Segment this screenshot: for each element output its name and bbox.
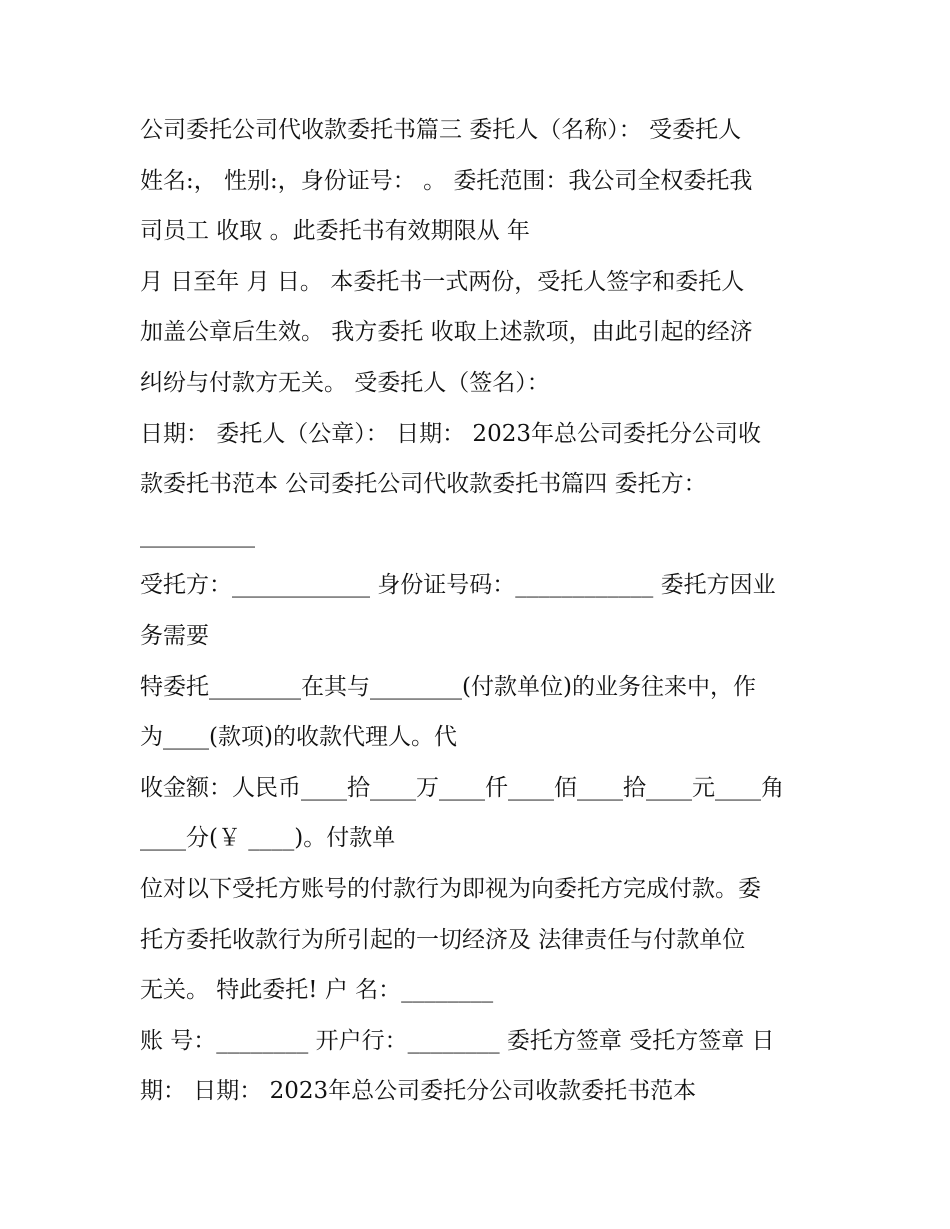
text-line: 无关。 特此委托! 户 名：________ xyxy=(140,977,494,1004)
text-line: 公司委托公司代收款委托书篇三 委托人（名称）： 受委托人 xyxy=(140,117,742,143)
text-line: 为____(款项)的收款代理人。代 xyxy=(140,724,457,751)
text-line: 务需要 xyxy=(140,622,209,649)
document-body xyxy=(140,105,820,1117)
text-line: 受托方：____________ 身份证号码：____________ 委托方因业 xyxy=(140,572,776,599)
text-line: 司员工 收取 。此委托书有效期限从 年 xyxy=(140,218,530,245)
text-line: 款委托书范本 公司委托公司代收款委托书篇四 委托方： xyxy=(140,471,707,498)
text-line: ____分(￥ ____)。付款单 xyxy=(140,825,396,852)
text-line: 纠纷与付款方无关。 受委托人（签名）： xyxy=(140,369,550,396)
text-line: 位对以下受托方账号的付款行为即视为向委托方完成付款。委 xyxy=(140,875,761,902)
text-line: 日期： 委托人（公章）： 日期： 2023年总公司委托分公司收 xyxy=(140,420,761,447)
text-line: __________ xyxy=(140,521,255,548)
text-line: 账 号：________ 开户行：________ 委托方签章 受托方签章 日 xyxy=(140,1027,775,1054)
text-line: 姓名:， 性别:，身份证号： 。 委托范围：我公司全权委托我 xyxy=(140,167,753,194)
text-line: 月 日至年 月 日。 本委托书一式两份，受托人签字和委托人 xyxy=(140,268,745,295)
text-line: 加盖公章后生效。 我方委托 收取上述款项，由此引起的经济 xyxy=(140,319,753,346)
text-line: 特委托________在其与________(付款单位)的业务往来中，作 xyxy=(140,673,756,700)
text-line: 期： 日期： 2023年总公司委托分公司收款委托书范本 xyxy=(140,1078,697,1105)
text-line: 托方委托收款行为所引起的一切经济及 法律责任与付款单位 xyxy=(140,926,746,953)
text-line: 收金额：人民币____拾____万____仟____佰____拾____元____角 xyxy=(140,774,784,801)
